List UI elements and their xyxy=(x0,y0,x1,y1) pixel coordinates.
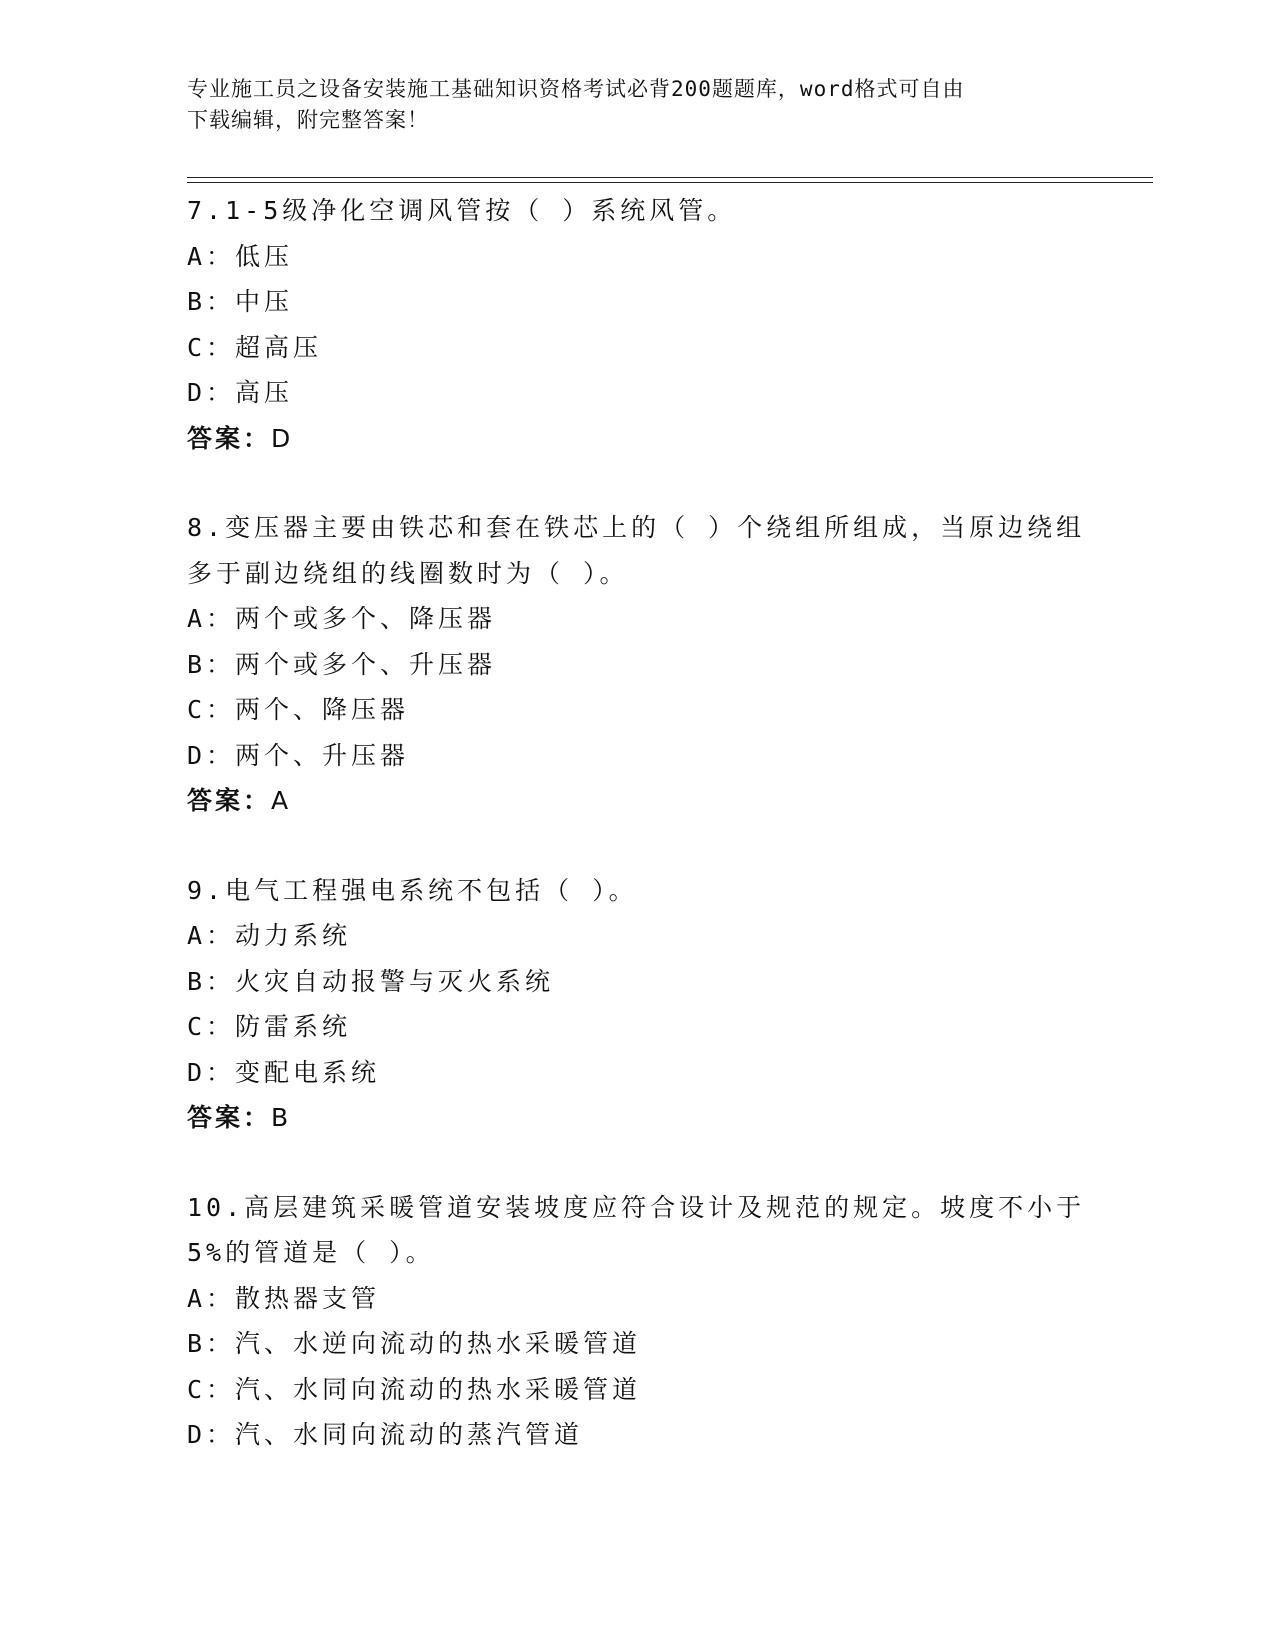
answer-value: B xyxy=(271,1103,290,1132)
stem-line: 5%的管道是（ ）。 xyxy=(187,1238,435,1267)
answer-line xyxy=(187,1095,1087,1141)
option-b: B：火灾自动报警与灭火系统 xyxy=(187,966,555,996)
answer-line xyxy=(187,416,1087,462)
question-list xyxy=(187,188,1087,1502)
header-divider-bottom xyxy=(187,182,1153,183)
question-7 xyxy=(187,188,1087,461)
answer-line xyxy=(187,778,1087,824)
question-stem xyxy=(187,868,1087,914)
option-b: B：中压 xyxy=(187,287,294,316)
question-stem xyxy=(187,505,1087,596)
stem-line: 9.电气工程强电系统不包括（ ）。 xyxy=(187,875,638,905)
header-line-1: 专业施工员之设备安装施工基础知识资格考试必背200题题库，word格式可自由 xyxy=(187,77,965,101)
document-header xyxy=(187,74,1087,136)
option-b: B：汽、水逆向流动的热水采暖管道 xyxy=(187,1329,642,1358)
option-c: C：汽、水同向流动的热水采暖管道 xyxy=(187,1374,642,1404)
question-stem xyxy=(187,1185,1087,1276)
stem-line: 10.高层建筑采暖管道安装坡度应符合设计及规范的规定。坡度不小于 xyxy=(187,1192,1086,1222)
option-a: A：动力系统 xyxy=(187,921,352,950)
answer-label: 答案： xyxy=(187,1103,272,1132)
answer-value: D xyxy=(271,423,292,453)
stem-line: 8.变压器主要由铁芯和套在铁芯上的（ ）个绕组所组成，当原边绕组 xyxy=(187,513,1086,542)
option-a: A：两个或多个、降压器 xyxy=(187,604,497,633)
option-b: B：两个或多个、升压器 xyxy=(187,649,497,679)
option-a: A：散热器支管 xyxy=(187,1283,381,1313)
option-a: A：低压 xyxy=(187,241,294,271)
option-d: D：高压 xyxy=(187,378,294,407)
header-divider-top xyxy=(187,177,1153,178)
question-stem xyxy=(187,188,1087,234)
option-c: C：两个、降压器 xyxy=(187,695,410,724)
stem-line: 7.1-5级净化空调风管按（ ）系统风管。 xyxy=(187,196,737,225)
option-d: D：变配电系统 xyxy=(187,1057,381,1087)
option-d: D：汽、水同向流动的蒸汽管道 xyxy=(187,1420,584,1449)
header-line-2: 下载编辑，附完整答案！ xyxy=(187,108,429,132)
stem-line: 多于副边绕组的线圈数时为（ ）。 xyxy=(187,558,629,588)
option-c: C：防雷系统 xyxy=(187,1012,352,1041)
question-9 xyxy=(187,868,1087,1141)
question-8 xyxy=(187,505,1087,824)
answer-value: A xyxy=(271,786,290,815)
option-c: C：超高压 xyxy=(187,332,323,362)
question-10 xyxy=(187,1185,1087,1458)
answer-label: 答案： xyxy=(187,786,272,815)
option-d: D：两个、升压器 xyxy=(187,740,410,770)
answer-label: 答案： xyxy=(187,423,272,453)
